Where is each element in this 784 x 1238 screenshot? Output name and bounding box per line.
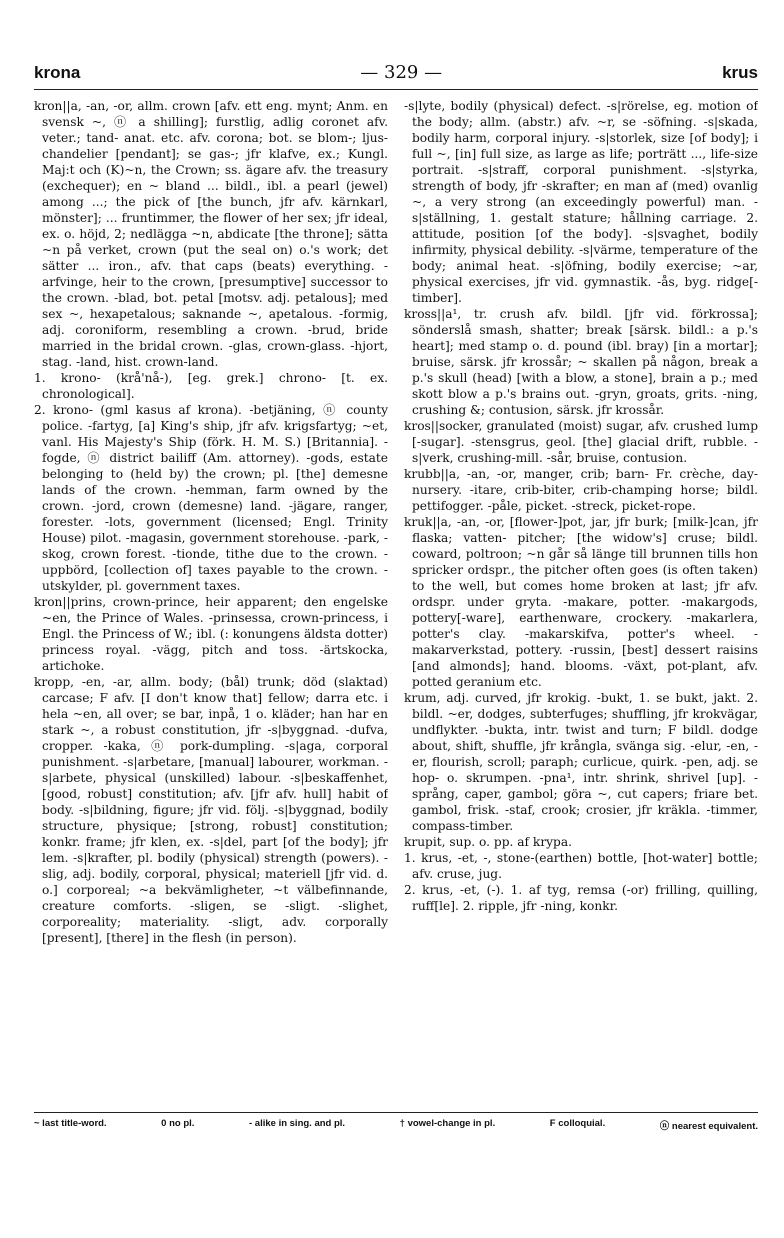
footer-rule <box>34 1112 758 1113</box>
entry-krona: kron||a, -an, -or, allm. crown [afv. ett eng. mynt; Anm. en svensk ~, ⓝ a shilling]; furstlig, adlig coronet afv. veter.; tand- anat. etc. afv. corona; bot. se blom-; ljus- chandelier [pendant]; se gas-; jfr klafve, ex.; Kungl. Maj:t och (K)~n, the Crown; ss. ägare afv. the treasury (exchequer); en ~ bland ... bildl., ibl. a pearl (jewel) among ...; the pick of [the bunch, jfr afv. kärnkarl, mönster]; ... fruntimmer, the flower of her sex; jfr ideal, ex. o. höjd, 2; nedlägga ~n, abdicate [the throne]; sätta ~n på verket, crown (put the seal on) o.'s work; det sätter ... iron., afv. that caps (beats) everything. -arfvinge, heir to the crown, [presumptive] successor to the crown. -blad, bot. petal [motsv. adj. petalous]; med sex ~, hexapetalous; saknande ~, apetalous. -formig, adj. coroniform, resembling a crown. -brud, bride married in the bridal crown. -glas, crown-glass. -hjort, stag. -land, hist. crown-land. <box>34 99 388 369</box>
entry-krum: krum, adj. curved, jfr krokig. -bukt, 1. se bukt, jakt. 2. bildl. ~er, dodges, subterfuges; shuffling, jfr krokvägar, undflykter. -bukta, intr. twist and turn; F bildl. dodge about, shift, shuffle, jfr krångla, svänga sig. -elur, -en, -er, flourish, scroll; paraph; curlicue, quirk. -pen, adj. se hop- o. skrumpen. -pna¹, intr. shrink, shrivel [up]. -språng, caper, gambol; göra ~, cut capers; friare bet. gambol, frisk. -staf, crook; crosier, jfr kräkla. -timmer, compass-timber. <box>404 691 758 833</box>
left-column <box>34 98 388 1098</box>
entry-krono-2: 2. krono- (gml kasus af krona). -betjäning, ⓝ county police. -fartyg, [a] King's ship, jfr afv. krigsfartyg; ~et, vanl. His Majesty's Ship (förk. H. M. S.) [Britannia]. -fogde, ⓝ district bailiff (Am. attorney). -gods, estate belonging to (held by) the crown; pl. [the] demesne lands of the crown. -hemman, farm owned by the crown. -jord, crown (demesne) land. -jägare, ranger, forester. -lots, government (licensed; Engl. Trinity House) pilot. -magasin, government storehouse. -park, -skog, crown forest. -tionde, tithe due to the crown. -uppbörd, [collection of] taxes payable to the crown. -utskylder, pl. government taxes. <box>34 403 388 593</box>
entry-krupit: krupit, sup. o. pp. af krypa. <box>404 835 572 849</box>
dictionary-columns <box>34 98 758 1098</box>
left-guide-word: krona <box>34 63 81 82</box>
entry-kronprins: kron||prins, crown-prince, heir apparent; den engelske ~en, the Prince of Wales. -prinsessa, crown-princess, i Engl. the Princess of W.; ibl. (: konungens äldsta dotter) princess royal. -vägg, pitch and toss. -ärtskocka, artichoke. <box>34 595 388 673</box>
legend-vowel-change: † vowel-change in pl. <box>399 1118 496 1129</box>
entry-krubba: krubb||a, -an, -or, manger, crib; barn- Fr. crèche, day-nursery. -itare, crib-biter, crib-champing horse; bildl. pettifogger. -påle, picket. -streck, picket-rope. <box>404 467 758 513</box>
running-header <box>34 62 758 86</box>
right-guide-word: krus <box>722 63 758 82</box>
legend-nearest-equivalent: ⓝ nearest equivalent. <box>659 1121 758 1132</box>
entry-kruka: kruk||a, -an, -or, [flower-]pot, jar, jfr burk; [milk-]can, jfr flaska; vatten- pitcher; [the widow's] cruse; bildl. coward, poltroon; ~n går så länge till brunnen tills hon spricker ordspr., the pitcher often goes (is often taken) to the well, but comes home broken at last; jfr afv. ordspr. under gryta. -makare, potter. -makargods, pottery[-ware], earthenware, crockery. -makarlera, potter's clay. -makarskifva, potter's wheel. -makarverkstad, pottery. -russin, [best] dessert raisins [and almonds]; hand. blooms. -växt, pot-plant, afv. potted geranium etc. <box>404 515 758 689</box>
legend-alike: - alike in sing. and pl. <box>249 1118 346 1129</box>
entry-krossocker: kros||socker, granulated (moist) sugar, afv. crushed lump [-sugar]. -stensgrus, geol. [the] glacial drift, rubble. -s|verk, crushing-mill. -sår, bruise, contusion. <box>404 419 758 465</box>
entry-krus-2: 2. krus, -et, (-). 1. af tyg, remsa (-or) frilling, quilling, ruff[le]. 2. ripple, jfr -ning, konkr. <box>404 883 758 913</box>
entry-krus-1: 1. krus, -et, -, stone-(earthen) bottle, [hot-water] bottle; afv. cruse, jug. <box>404 851 758 881</box>
entry-krono-1: 1. krono- (krå'nå-), [eg. grek.] chrono- [t. ex. chronological]. <box>34 371 388 401</box>
legend-colloquial: F colloquial. <box>549 1118 606 1129</box>
legend-title-word: ~ last title-word. <box>34 1118 107 1129</box>
page-number: — 329 — <box>360 62 443 83</box>
legend-no-plural: 0 no pl. <box>161 1118 195 1129</box>
entry-krossa: kross||a¹, tr. crush afv. bildl. [jfr vid. förkrossa]; sönderslå smash, shatter; break [särsk. bildl.: a p.'s heart]; med stamp o. d. pound (ibl. bray) [in a mortar]; bruise, särsk. jfr krossår; ~ skallen på någon, break a p.'s skull (head) [with a blow, a stone], brain a p.; med skott blow a p.'s brains out. -gryn, groats, grits. -ning, crushing &; contusion, särsk. jfr krossår. <box>404 307 758 417</box>
right-column <box>404 98 758 1098</box>
entry-kropps-continued: -s|lyte, bodily (physical) defect. -s|rörelse, eg. motion of the body; allm. (abstr.) afv. ~r, se -söfning. -s|skada, bodily harm, corporal injury. -s|storlek, size [of body]; i full ~, [in] full size, as large as life; porträtt ..., life-size portrait. -s|straff, corporal punishment. -s|styrka, strength of body, jfr -skrafter; en man af (med) ovanlig ~, a very strong (an exceedingly powerful) man. -s|ställning, 1. gestalt stature; hållning carriage. 2. attitude, position [of the body]. -s|svaghet, bodily infirmity, physical debility. -s|värme, temperature of the body; animal heat. -s|öfning, bodily exercise; ~ar, physical exercises, jfr vid. gymnastik. -ås, byg. ridge[-timber]. <box>404 99 758 305</box>
header-rule <box>34 89 758 90</box>
abbreviation-legend <box>34 1118 758 1136</box>
entry-kropp: kropp, -en, -ar, allm. body; (bål) trunk; död (slaktad) carcase; F afv. [I don't know that] fellow; darra etc. i hela ~en, all over; se bar, inpå, 1 o. kläder; han har en stark ~, a robust constitution, jfr -s|byggnad. -dufva, cropper. -kaka, ⓝ pork-dumpling. -s|aga, corporal punishment. -s|arbetare, [manual] labourer, workman. -s|arbete, physical (unskilled) labour. -s|beskaffenhet, [good, robust] constitution; afv. [jfr afv. hull] habit of body. -s|bildning, figure; jfr vid. följ. -s|byggnad, bodily structure, physique; [strong, robust] constitution; konkr. frame; jfr klen, ex. -s|del, part [of the body]; jfr lem. -s|krafter, pl. bodily (physical) strength (powers). -slig, adj. bodily, corporal, physical; materiell [jfr vid. d. o.] corporeal; ~a bekvämligheter, ~t välbefinnande, creature comforts. -sligen, se -sligt. -slighet, corporeality; materiality. -sligt, adv. corporally [present], [there] in the flesh (in person). <box>34 675 388 945</box>
